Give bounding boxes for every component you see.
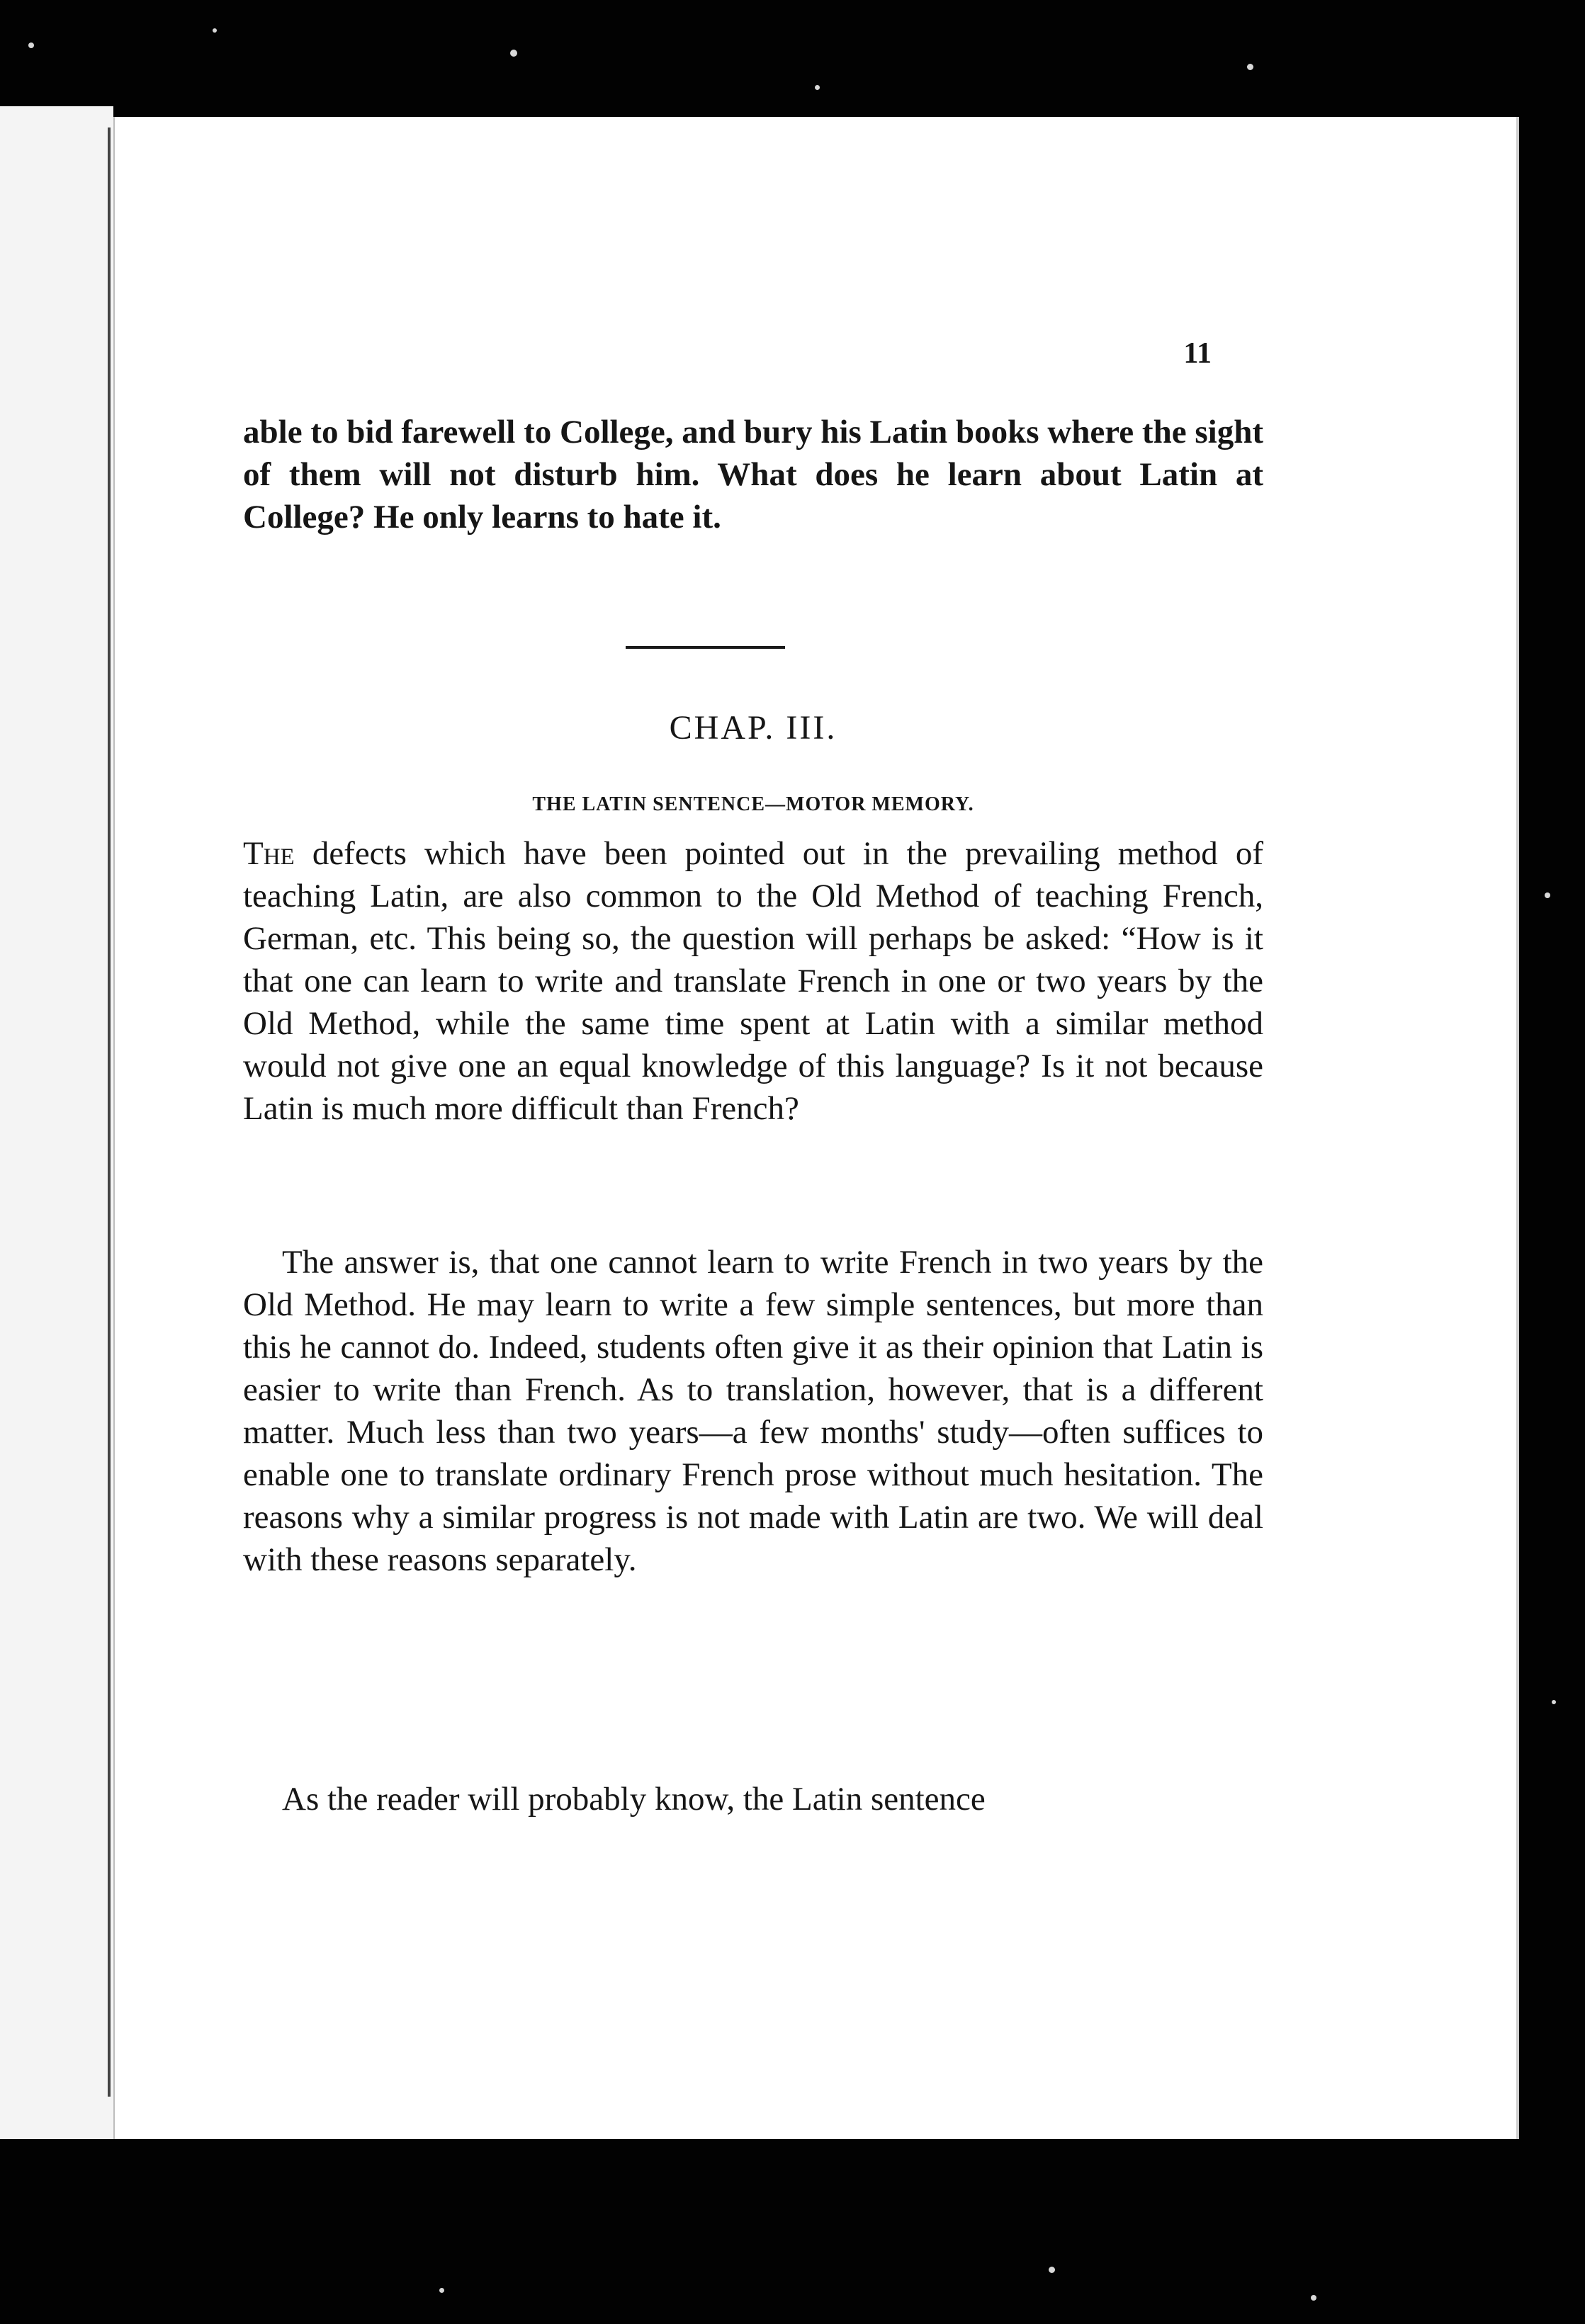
dust-speck <box>1311 2295 1316 2301</box>
opening-paragraph-text: defects which have been pointed out in the prevailing method of teaching Latin, are also common to the Old Method of teaching French, German, etc. This being so, the question will perhaps be asked: “How is it that one can learn to write and translate French in one or two years by the Old Method, while the same time spent at Latin with a similar method would not give one an equal knowledge of this language? Is it not because Latin is much more difficult than French? <box>243 835 1263 1127</box>
chapter-title: CHAP. III. <box>669 709 837 747</box>
chapter-subtitle: THE LATIN SENTENCE—MOTOR MEMORY. <box>532 793 974 815</box>
dust-speck <box>1247 64 1253 70</box>
book-spine <box>108 127 111 2097</box>
dust-speck <box>815 85 820 90</box>
closing-paragraph: As the reader will probably know, the Latin sentence <box>282 1781 986 1818</box>
dust-speck <box>1552 1700 1556 1704</box>
opening-paragraph <box>243 832 1263 1130</box>
dust-speck <box>28 42 34 48</box>
section-divider <box>626 646 785 649</box>
facing-page-edge <box>0 106 113 2139</box>
dust-speck <box>510 50 517 57</box>
dust-speck <box>1545 892 1550 898</box>
continuation-paragraph: able to bid farewell to College, and bury his Latin books where the sight of them will not disturb him. What does he learn about Latin at College? He only learns to hate it. <box>243 414 1263 535</box>
page-number: 11 <box>1183 337 1212 370</box>
page-gutter <box>113 117 115 2139</box>
opening-word: The <box>243 835 295 872</box>
answer-paragraph: The answer is, that one cannot learn to write French in two years by the Old Method. He may learn to write a few simple sentences, but more than this he cannot do. Indeed, students often give it as their opinion that Latin is easier to write than French. As to translation, however, that is a different matter. Much less than two years—a few months' study—often suffices to enable one to translate ordinary French prose without much hesitation. The reasons why a similar progress is not made with Latin are two. We will deal with these reasons separately. <box>243 1244 1263 1578</box>
dust-speck <box>1049 2267 1055 2273</box>
dust-speck <box>213 28 217 33</box>
dust-speck <box>439 2288 444 2293</box>
